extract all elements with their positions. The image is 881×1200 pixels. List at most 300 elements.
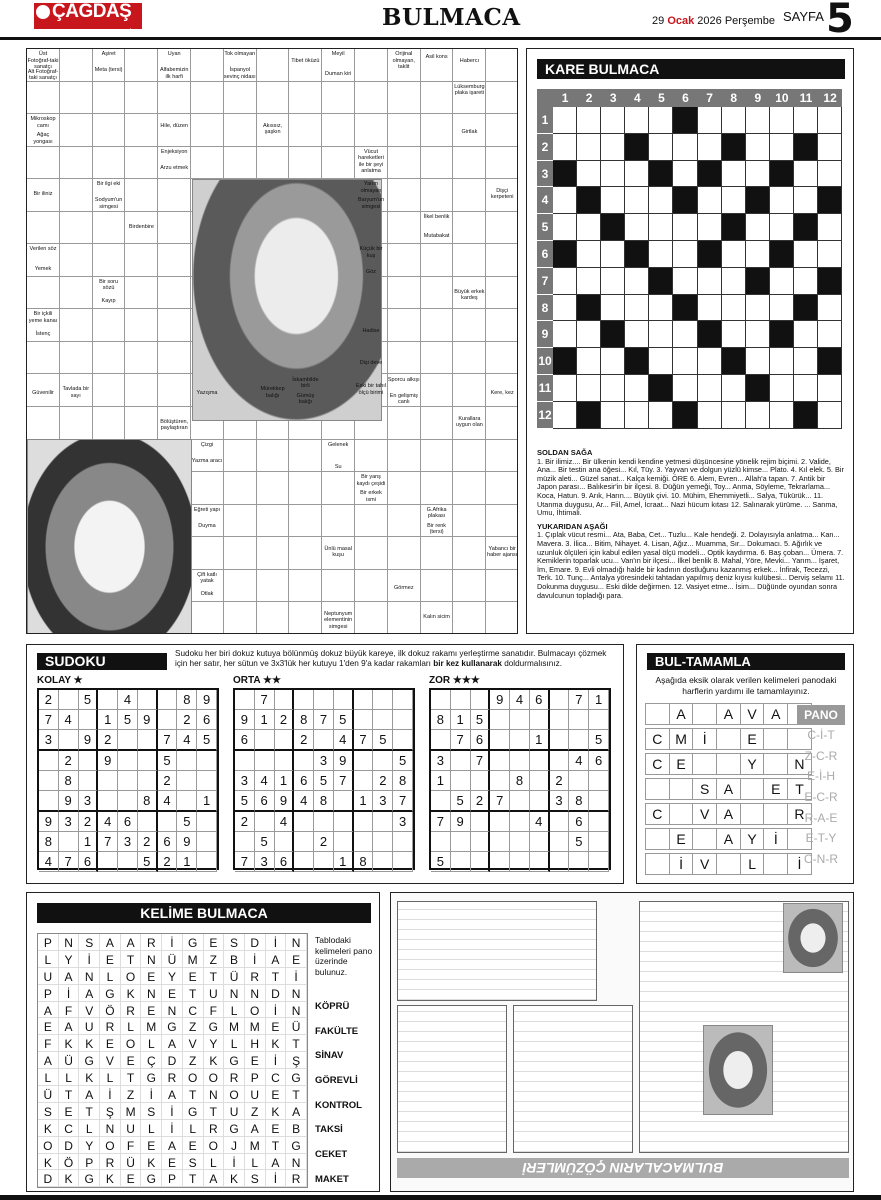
crossword-cell[interactable] [27,342,60,375]
kelime-letter-cell[interactable]: J [224,1137,245,1154]
kelime-letter-cell[interactable]: H [245,1035,266,1052]
kelime-letter-cell[interactable]: E [141,1137,162,1154]
crossword-cell[interactable] [224,147,257,180]
kare-cell[interactable] [698,134,722,161]
crossword-cell[interactable] [125,82,158,115]
kare-cell[interactable] [649,241,673,268]
crossword-cell[interactable] [60,342,93,375]
sudoku-cell[interactable] [373,690,393,710]
kelime-letter-cell[interactable]: E [162,1154,183,1171]
kelime-letter-cell[interactable]: A [162,1137,183,1154]
sudoku-cell[interactable] [510,852,530,872]
kelime-letter-cell[interactable]: M [245,1018,266,1035]
sudoku-cell[interactable] [490,730,510,751]
kelime-letter-cell[interactable]: B [286,1120,307,1137]
kelime-letter-cell[interactable]: T [183,1086,204,1103]
kelime-letter-cell[interactable]: D [59,1137,80,1154]
sudoku-cell[interactable] [490,751,510,771]
kare-cell[interactable] [794,321,818,348]
kelime-letter-cell[interactable]: N [204,1086,225,1103]
kelime-letter-cell[interactable]: S [245,1170,266,1187]
kelime-letter-cell[interactable]: S [224,934,245,951]
crossword-cell[interactable] [486,440,518,473]
kelime-letter-cell[interactable]: T [183,985,204,1002]
kare-cell[interactable] [649,107,673,134]
kelime-letter-cell[interactable]: T [183,1170,204,1187]
crossword-cell[interactable] [421,277,454,310]
kelime-letter-cell[interactable]: O [121,968,142,985]
kare-cell[interactable] [794,187,818,214]
kelime-letter-cell[interactable]: K [79,1069,100,1086]
kelime-letter-cell[interactable]: M [245,1137,266,1154]
kelime-letter-cell[interactable]: K [121,985,142,1002]
sudoku-cell[interactable] [431,730,451,751]
kare-cell[interactable] [818,107,842,134]
kelime-letter-cell[interactable]: O [204,1137,225,1154]
crossword-cell[interactable] [191,472,224,505]
kelime-letter-cell[interactable]: N [245,985,266,1002]
kare-cell[interactable] [601,187,625,214]
crossword-cell[interactable] [257,570,290,603]
crossword-cell[interactable] [453,342,486,375]
sudoku-cell[interactable] [235,751,255,771]
sudoku-cell[interactable] [118,791,138,812]
crossword-cell[interactable] [60,407,93,440]
sudoku-cell[interactable] [589,812,609,832]
crossword-cell[interactable] [158,342,191,375]
kelime-letter-cell[interactable]: E [183,1137,204,1154]
kelime-letter-cell[interactable]: B [224,951,245,968]
kare-cell[interactable] [601,161,625,188]
kelime-letter-cell[interactable]: S [79,934,100,951]
kelime-letter-cell[interactable]: İ [79,951,100,968]
sudoku-cell[interactable] [275,690,295,710]
kare-cell[interactable] [746,321,770,348]
sudoku-cell[interactable] [550,832,570,852]
kelime-letter-cell[interactable]: A [204,1170,225,1187]
crossword-cell[interactable] [289,49,322,82]
kare-cell[interactable] [553,375,577,402]
crossword-cell[interactable] [224,440,257,473]
kelime-letter-cell[interactable]: T [121,951,142,968]
crossword-cell[interactable] [60,49,93,82]
crossword-cell[interactable] [486,49,518,82]
sudoku-cell[interactable] [393,832,413,852]
crossword-cell[interactable] [486,472,518,505]
kare-cell[interactable] [770,187,794,214]
kelime-letter-cell[interactable]: U [38,968,59,985]
sudoku-cell[interactable] [530,751,550,771]
crossword-cell[interactable] [257,505,290,538]
sudoku-cell[interactable] [255,730,275,751]
kelime-letter-cell[interactable]: C [266,1069,287,1086]
sudoku-cell[interactable] [294,812,314,832]
sudoku-cell[interactable] [197,751,217,771]
kare-cell[interactable] [818,375,842,402]
crossword-cell[interactable] [158,309,191,342]
sudoku-cell[interactable] [589,791,609,812]
kare-cell[interactable] [673,214,697,241]
kelime-letter-cell[interactable]: O [121,1035,142,1052]
kare-cell[interactable] [577,241,601,268]
kare-cell[interactable] [746,214,770,241]
crossword-cell[interactable] [93,374,126,407]
kelime-letter-cell[interactable]: G [100,985,121,1002]
crossword-cell[interactable] [257,82,290,115]
kelime-letter-cell[interactable]: İ [286,968,307,985]
crossword-cell[interactable] [93,244,126,277]
kelime-letter-cell[interactable]: K [266,1035,287,1052]
kelime-letter-cell[interactable]: Z [121,1086,142,1103]
crossword-cell[interactable] [257,147,290,180]
kelime-letter-cell[interactable]: L [100,968,121,985]
crossword-cell[interactable] [93,114,126,147]
sudoku-cell[interactable] [471,852,491,872]
kare-cell[interactable] [746,107,770,134]
sudoku-cell[interactable] [550,751,570,771]
crossword-cell[interactable] [125,342,158,375]
kare-cell[interactable] [625,295,649,322]
kelime-letter-cell[interactable]: Z [183,1052,204,1069]
kelime-letter-cell[interactable]: N [286,934,307,951]
bul-tamamla-letter-cell[interactable] [692,703,717,725]
crossword-cell[interactable] [191,537,224,570]
kelime-letter-cell[interactable]: T [266,1137,287,1154]
kare-cell[interactable] [673,241,697,268]
crossword-cell[interactable] [355,49,388,82]
crossword-cell[interactable] [453,244,486,277]
kelime-letter-cell[interactable]: O [100,1137,121,1154]
kelime-letter-cell[interactable]: Y [204,1035,225,1052]
kelime-letter-cell[interactable]: E [266,1018,287,1035]
crossword-cell[interactable] [388,147,421,180]
kelime-letter-cell[interactable]: G [286,1137,307,1154]
kare-cell[interactable] [698,214,722,241]
kelime-letter-cell[interactable]: R [245,968,266,985]
sudoku-cell[interactable] [530,832,550,852]
sudoku-cell[interactable] [39,791,59,812]
sudoku-cell[interactable] [569,852,589,872]
kelime-letter-cell[interactable]: T [79,1103,100,1120]
crossword-cell[interactable] [453,505,486,538]
sudoku-cell[interactable] [451,771,471,791]
bul-tamamla-letter-cell[interactable] [669,803,694,825]
kare-cell[interactable] [553,402,577,429]
kelime-letter-cell[interactable]: E [245,1052,266,1069]
kelime-letter-cell[interactable]: A [121,934,142,951]
kelime-letter-cell[interactable]: T [204,1103,225,1120]
kelime-letter-cell[interactable]: N [286,1154,307,1171]
bul-tamamla-letter-cell[interactable] [645,778,670,800]
crossword-cell[interactable] [125,309,158,342]
kelime-letter-cell[interactable]: Ü [286,1018,307,1035]
kare-cell[interactable] [746,161,770,188]
kare-cell[interactable] [649,348,673,375]
crossword-cell[interactable] [289,602,322,634]
kelime-letter-cell[interactable]: Ü [162,951,183,968]
kare-cell[interactable] [770,134,794,161]
crossword-cell[interactable] [93,342,126,375]
kare-cell[interactable] [625,187,649,214]
kelime-letter-cell[interactable]: E [121,1170,142,1187]
sudoku-cell[interactable] [373,852,393,872]
sudoku-cell[interactable] [118,730,138,751]
kelime-letter-cell[interactable]: O [204,1069,225,1086]
sudoku-cell[interactable] [490,832,510,852]
sudoku-cell[interactable] [255,812,275,832]
kare-cell[interactable] [794,375,818,402]
sudoku-cell[interactable] [354,690,374,710]
kelime-letter-cell[interactable]: İ [162,1103,183,1120]
kare-cell[interactable] [553,134,577,161]
bul-tamamla-letter-cell[interactable] [669,778,694,800]
sudoku-cell[interactable] [393,852,413,872]
kare-cell[interactable] [625,161,649,188]
kare-cell[interactable] [794,348,818,375]
sudoku-cell[interactable] [98,690,118,710]
kelime-letter-cell[interactable]: A [245,1120,266,1137]
kelime-letter-cell[interactable]: Ü [38,1086,59,1103]
kelime-letter-cell[interactable]: A [38,1052,59,1069]
kare-cell[interactable] [818,321,842,348]
kare-cell[interactable] [649,187,673,214]
crossword-cell[interactable] [158,82,191,115]
kelime-letter-cell[interactable]: E [100,951,121,968]
kelime-letter-cell[interactable]: A [59,968,80,985]
kare-cell[interactable] [722,321,746,348]
kare-cell[interactable] [770,348,794,375]
kare-cell[interactable] [601,134,625,161]
crossword-cell[interactable] [158,374,191,407]
kelime-letter-cell[interactable]: Y [59,951,80,968]
kare-cell[interactable] [577,375,601,402]
kelime-letter-cell[interactable]: L [141,1035,162,1052]
crossword-cell[interactable] [453,49,486,82]
kelime-letter-cell[interactable]: L [224,1002,245,1019]
kelime-letter-cell[interactable]: F [38,1035,59,1052]
kare-cell[interactable] [818,161,842,188]
kelime-letter-cell[interactable]: L [183,1120,204,1137]
kelime-letter-cell[interactable]: Z [245,1103,266,1120]
crossword-cell[interactable] [158,212,191,245]
kelime-letter-cell[interactable]: G [224,1120,245,1137]
crossword-cell[interactable] [60,277,93,310]
bul-tamamla-letter-cell[interactable] [645,828,670,850]
crossword-cell[interactable] [224,82,257,115]
sudoku-cell[interactable] [510,832,530,852]
sudoku-cell[interactable] [118,771,138,791]
crossword-cell[interactable] [27,147,60,180]
kelime-letter-cell[interactable]: F [121,1137,142,1154]
kelime-letter-cell[interactable]: R [100,1154,121,1171]
kare-cell[interactable] [770,214,794,241]
kare-cell[interactable] [794,241,818,268]
kelime-letter-cell[interactable]: L [100,1069,121,1086]
crossword-cell[interactable] [322,114,355,147]
kelime-letter-cell[interactable]: İ [266,1002,287,1019]
crossword-cell[interactable] [453,374,486,407]
kelime-letter-cell[interactable]: U [204,985,225,1002]
crossword-cell[interactable] [486,82,518,115]
sudoku-cell[interactable] [59,730,79,751]
sudoku-cell[interactable] [314,730,334,751]
kelime-letter-cell[interactable]: L [224,1035,245,1052]
crossword-cell[interactable] [191,602,224,634]
kelime-letter-cell[interactable]: L [38,951,59,968]
sudoku-cell[interactable] [471,771,491,791]
crossword-cell[interactable] [453,570,486,603]
sudoku-cell[interactable] [59,832,79,852]
sudoku-cell[interactable] [393,690,413,710]
kare-cell[interactable] [601,375,625,402]
crossword-cell[interactable] [421,537,454,570]
sudoku-cell[interactable] [158,710,178,730]
crossword-cell[interactable] [257,602,290,634]
crossword-cell[interactable] [257,49,290,82]
crossword-cell[interactable] [355,570,388,603]
kelime-letter-cell[interactable]: E [183,968,204,985]
crossword-cell[interactable] [289,472,322,505]
bul-tamamla-letter-cell[interactable] [763,803,788,825]
sudoku-cell[interactable] [294,751,314,771]
crossword-cell[interactable] [486,309,518,342]
crossword-cell[interactable] [421,374,454,407]
crossword-cell[interactable] [158,179,191,212]
bul-tamamla-letter-cell[interactable] [716,753,741,775]
kelime-letter-cell[interactable]: T [286,1035,307,1052]
kelime-letter-cell[interactable]: Y [162,968,183,985]
kelime-letter-cell[interactable]: N [79,968,100,985]
kare-cell[interactable] [577,321,601,348]
sudoku-cell[interactable] [431,690,451,710]
kelime-letter-cell[interactable]: L [121,1018,142,1035]
kelime-letter-cell[interactable]: C [183,1002,204,1019]
kelime-letter-cell[interactable]: E [141,1002,162,1019]
kelime-letter-cell[interactable]: C [59,1120,80,1137]
sudoku-cell[interactable] [510,791,530,812]
sudoku-cell[interactable] [79,771,99,791]
crossword-cell[interactable] [257,472,290,505]
kelime-letter-cell[interactable]: K [266,1103,287,1120]
crossword-cell[interactable] [322,147,355,180]
kelime-letter-cell[interactable]: A [38,1002,59,1019]
kelime-letter-cell[interactable]: İ [266,1052,287,1069]
kelime-letter-cell[interactable]: Y [79,1137,100,1154]
kelime-letter-cell[interactable]: V [100,1052,121,1069]
kelime-letter-cell[interactable]: L [59,1069,80,1086]
kelime-letter-cell[interactable]: E [38,1018,59,1035]
crossword-cell[interactable] [388,505,421,538]
kelime-letter-cell[interactable]: Z [183,1018,204,1035]
crossword-cell[interactable] [224,505,257,538]
crossword-cell[interactable] [93,147,126,180]
kelime-letter-cell[interactable]: G [183,1103,204,1120]
kelime-letter-cell[interactable]: T [204,968,225,985]
crossword-cell[interactable] [421,342,454,375]
crossword-cell[interactable] [224,472,257,505]
kelime-letter-cell[interactable]: E [59,1103,80,1120]
kelime-letter-cell[interactable]: N [59,934,80,951]
sudoku-cell[interactable] [98,771,118,791]
kare-cell[interactable] [601,295,625,322]
crossword-cell[interactable] [191,147,224,180]
sudoku-cell[interactable] [431,832,451,852]
kelime-letter-cell[interactable]: Ö [100,1002,121,1019]
kelime-letter-cell[interactable]: D [245,934,266,951]
kelime-letter-cell[interactable]: E [100,1035,121,1052]
kare-cell[interactable] [746,241,770,268]
sudoku-cell[interactable] [275,832,295,852]
sudoku-cell[interactable] [334,791,354,812]
sudoku-cell[interactable] [589,710,609,730]
crossword-cell[interactable] [322,472,355,505]
crossword-cell[interactable] [125,179,158,212]
crossword-cell[interactable] [191,114,224,147]
kelime-letter-cell[interactable]: R [141,934,162,951]
kelime-letter-cell[interactable]: K [59,1035,80,1052]
sudoku-cell[interactable] [177,771,197,791]
kare-cell[interactable] [673,134,697,161]
kelime-letter-cell[interactable]: Ç [141,1052,162,1069]
kelime-letter-cell[interactable]: N [224,985,245,1002]
kelime-letter-cell[interactable]: A [266,951,287,968]
sudoku-cell[interactable] [490,771,510,791]
kare-cell[interactable] [746,134,770,161]
crossword-cell[interactable] [388,277,421,310]
crossword-cell[interactable] [486,244,518,277]
crossword-cell[interactable] [388,407,421,440]
kare-cell[interactable] [818,241,842,268]
kelime-letter-cell[interactable]: İ [162,934,183,951]
sudoku-cell[interactable] [471,812,491,832]
kelime-letter-cell[interactable]: A [162,1035,183,1052]
kelime-letter-cell[interactable]: K [38,1154,59,1171]
crossword-cell[interactable] [421,570,454,603]
kare-cell[interactable] [794,268,818,295]
crossword-cell[interactable] [486,147,518,180]
crossword-cell[interactable] [158,244,191,277]
kare-cell[interactable] [698,268,722,295]
kelime-letter-cell[interactable]: K [204,1052,225,1069]
kelime-letter-cell[interactable]: R [224,1069,245,1086]
kelime-letter-cell[interactable]: D [266,985,287,1002]
crossword-cell[interactable] [486,342,518,375]
kelime-letter-cell[interactable]: O [224,1086,245,1103]
crossword-cell[interactable] [224,537,257,570]
kelime-letter-cell[interactable]: İ [162,1120,183,1137]
kelime-letter-cell[interactable]: Ş [100,1103,121,1120]
crossword-cell[interactable] [388,309,421,342]
kelime-letter-cell[interactable]: R [121,1002,142,1019]
crossword-cell[interactable] [486,407,518,440]
crossword-cell[interactable] [421,407,454,440]
kare-cell[interactable] [553,187,577,214]
crossword-cell[interactable] [158,114,191,147]
kare-cell[interactable] [722,241,746,268]
sudoku-cell[interactable] [314,852,334,872]
kelime-letter-cell[interactable]: F [59,1002,80,1019]
kelime-letter-cell[interactable]: L [38,1069,59,1086]
kare-cell[interactable] [625,268,649,295]
sudoku-cell[interactable] [235,690,255,710]
kare-cell[interactable] [770,375,794,402]
crossword-cell[interactable] [421,309,454,342]
sudoku-cell[interactable] [118,852,138,872]
sudoku-cell[interactable] [197,812,217,832]
kelime-letter-cell[interactable]: İ [266,1170,287,1187]
kelime-letter-cell[interactable]: K [100,1170,121,1187]
kelime-letter-cell[interactable]: N [100,1120,121,1137]
